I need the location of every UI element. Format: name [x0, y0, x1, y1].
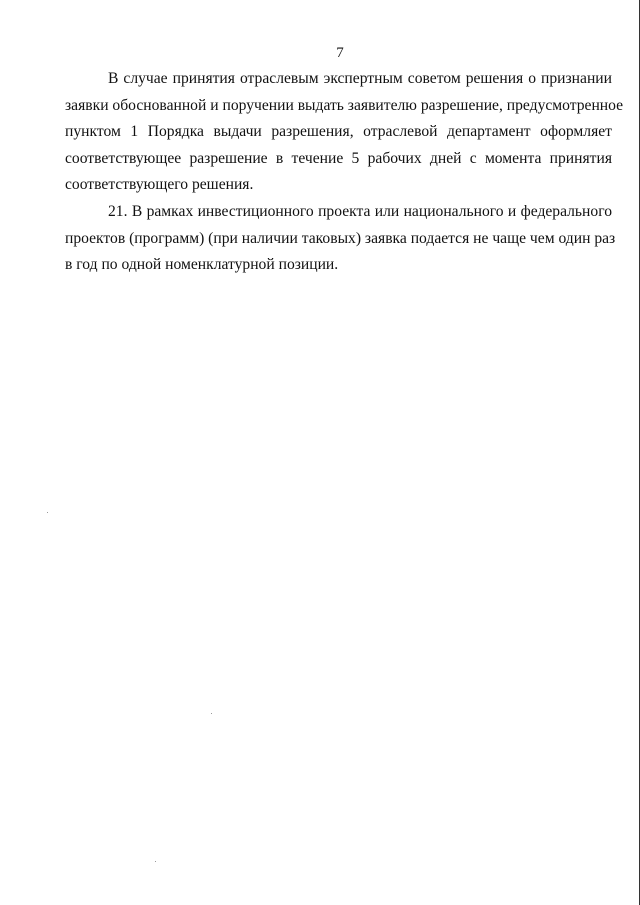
text-line: В случае принятия отраслевым экспертным советом решения о признании — [108, 70, 612, 87]
text-line: 21. В рамках инвестиционного проекта или национального и федерального — [108, 203, 612, 220]
text-line: заявки обоснованной и поручении выдать заявителю разрешение, предусмотренное — [65, 96, 624, 114]
page-number: 7 — [336, 45, 344, 61]
scan-speck — [211, 713, 212, 714]
text-line: пунктом 1 Порядка выдачи разрешения, отраслевой департамент оформляет — [65, 123, 612, 141]
text-line: соответствующего решения. — [65, 176, 254, 194]
text-line: проектов (программ) (при наличии таковых) заявка подается не чаще чем один раз — [65, 229, 616, 247]
scan-speck — [47, 512, 48, 513]
text-line: соответствующее разрешение в течение 5 рабочих дней с момента принятия — [65, 149, 612, 167]
scan-speck — [155, 861, 156, 862]
paragraph-item-21 — [65, 199, 616, 279]
text-line: в год по одной номенклатурной позиции. — [65, 256, 339, 274]
paragraph-decision-approval — [65, 66, 624, 199]
